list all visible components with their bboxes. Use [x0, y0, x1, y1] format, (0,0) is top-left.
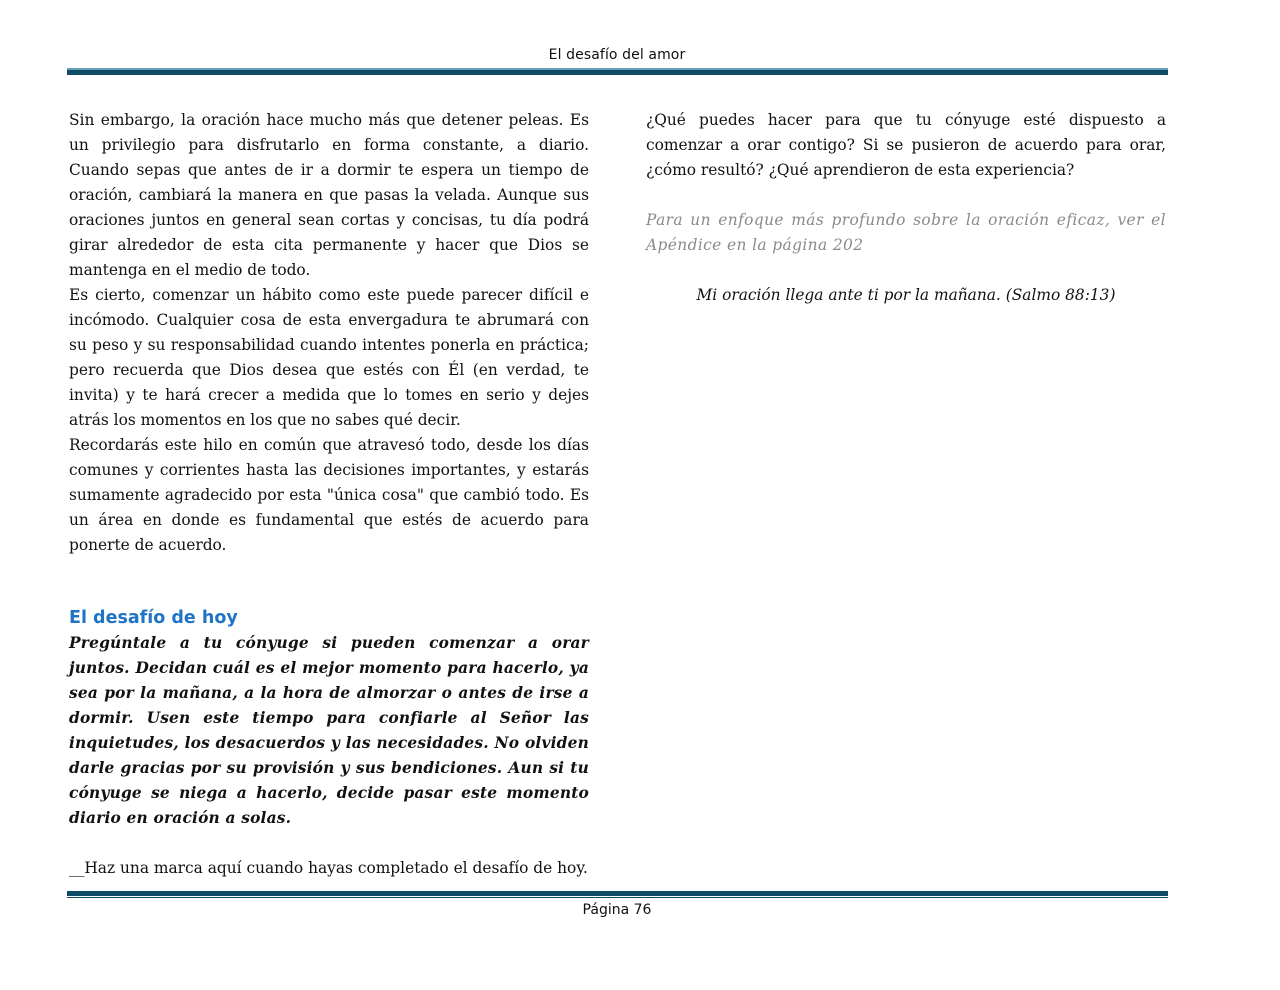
scripture-verse: Mi oración llega ante ti por la mañana. (Salmo 88:13) [696, 286, 1116, 304]
body-paragraph-2: Es cierto, comenzar un hábito como este puede parecer difícil e incómodo. Cualquier cosa de esta envergadura te abrumará con su peso y su responsabilidad cuando intentes ponerla en práctica; pero recuerda que Dios desea que estés con Él (en verdad, te invita) y te hará crecer a medida que lo tomes en serio y dejes atrás los momentos en los que no sabes qué decir. [69, 286, 589, 429]
appendix-note: Para un enfoque más profundo sobre la oración eficaz, ver el Apéndice en la página 202 [646, 211, 1166, 254]
header-rule-thick-bar [67, 70, 1168, 75]
left-column [69, 108, 589, 881]
right-column [646, 108, 1166, 308]
footer-rule-thin-line [67, 897, 1168, 898]
body-paragraph-3: Recordarás este hilo en común que atravesó todo, desde los días comunes y corrientes hasta las decisiones importantes, y estarás sumamente agradecido por esta "única cosa" que cambió todo. Es un área en donde es fundamental que estés de acuerdo para ponerte de acuerdo. [69, 436, 589, 554]
running-header-title: El desafío del amor [548, 47, 686, 63]
section-heading-todays-challenge: El desafío de hoy [69, 608, 238, 628]
body-paragraph-1: Sin embargo, la oración hace mucho más que detener peleas. Es un privilegio para disfrutarlo en forma constante, a diario. Cuando sepas que antes de ir a dormir te espera un tiempo de oración, cambiará la manera en que pasas la velada. Aunque sus oraciones juntos en general sean cortas y concisas, tu día podrá girar alrededor de esta cita permanente y hacer que Dios se mantenga en el medio de todo. [69, 111, 589, 279]
page-number: Página 76 [582, 902, 652, 918]
completion-checkmark-line: __Haz una marca aquí cuando hayas completado el desafío de hoy. [69, 859, 588, 877]
footer-rule [67, 891, 1168, 898]
reflection-questions: ¿Qué puedes hacer para que tu cónyuge esté dispuesto a comenzar a orar contigo? Si se pusieron de acuerdo para orar, ¿cómo resultó? ¿Qué aprendieron de esta experiencia? [646, 111, 1166, 179]
challenge-text: Pregúntale a tu cónyuge si pueden comenzar a orar juntos. Decidan cuál es el mejor momento para hacerlo, ya sea por la mañana, a la hora de almorzar o antes de irse a dormir. Usen este tiempo para confiarle al Señor las inquietudes, los desacuerdos y las necesidades. No olviden darle gracias por su provisión y sus bendiciones. Aun si tu cónyuge se niega a hacerlo, decide pasar este momento diario en oración a solas. [69, 634, 589, 827]
header-rule [67, 68, 1168, 75]
